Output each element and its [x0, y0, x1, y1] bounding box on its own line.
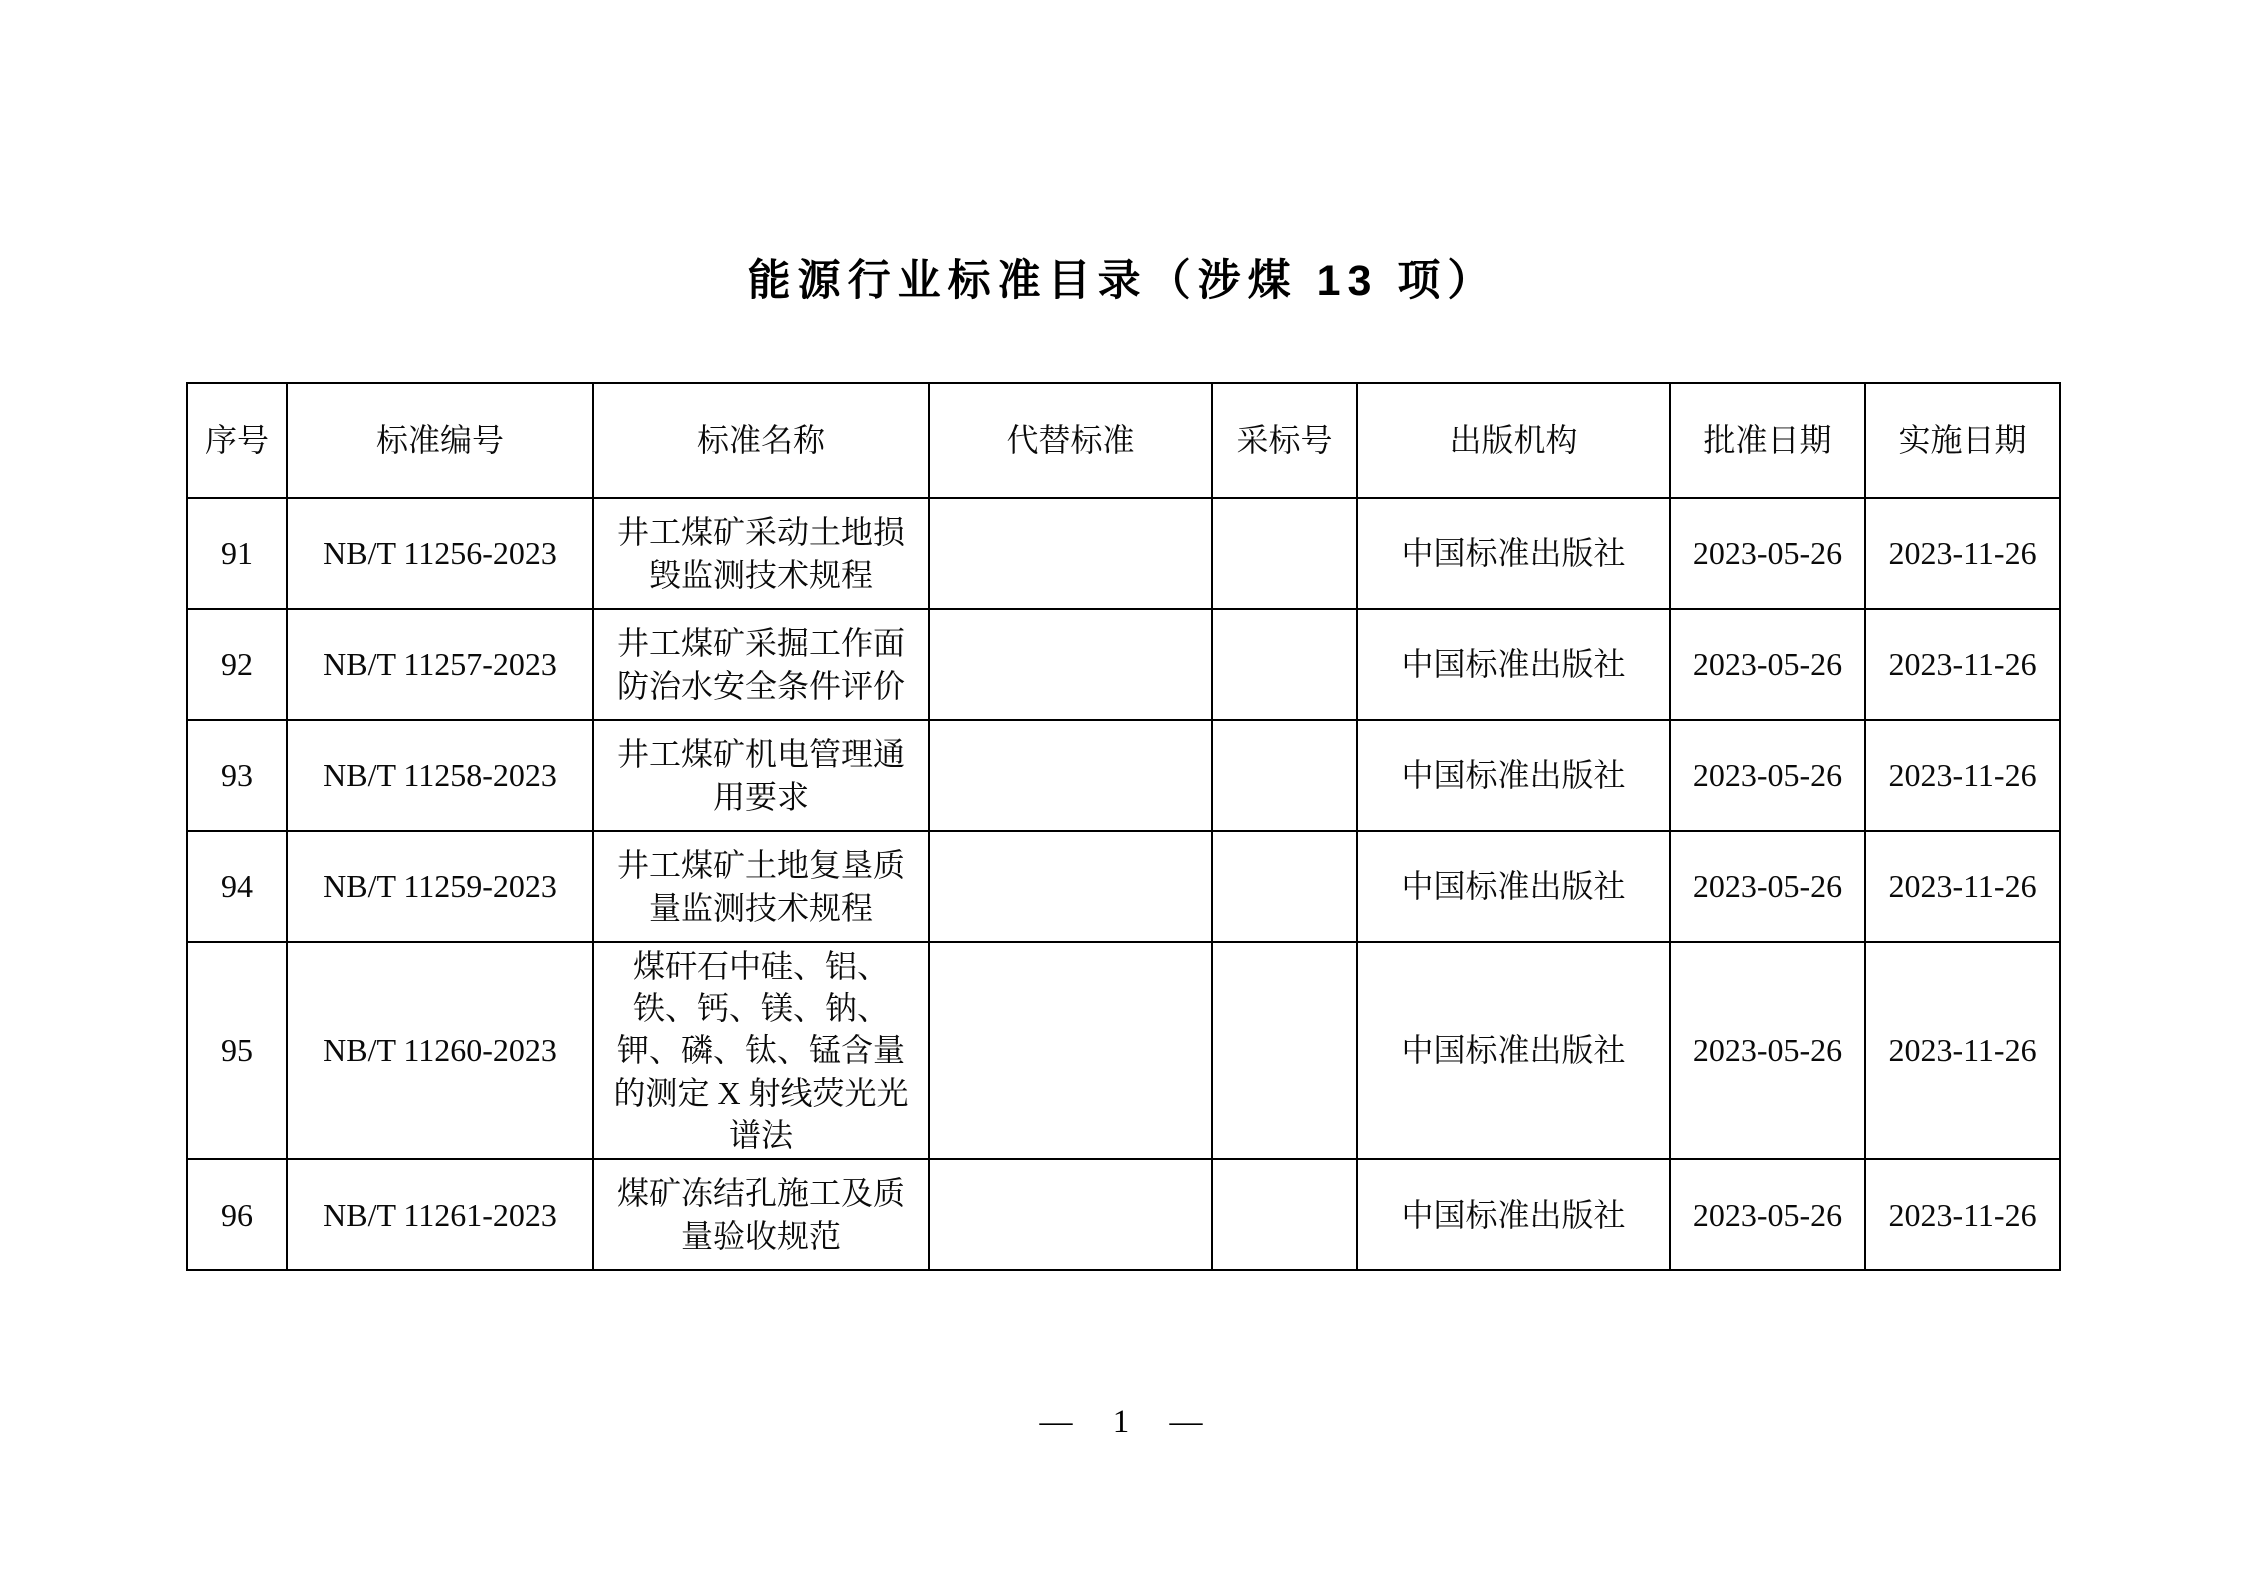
header-seq: 序号: [187, 383, 287, 498]
cell-impl-date: 2023-11-26: [1865, 720, 2060, 831]
cell-standard-name: 井工煤矿土地复垦质量监测技术规程: [593, 831, 929, 942]
table-row: [187, 942, 2060, 1159]
table-header-row: [187, 383, 2060, 498]
cell-approve-date: 2023-05-26: [1670, 498, 1865, 609]
cell-replaced-standard: [929, 1159, 1212, 1270]
cell-seq: 95: [187, 942, 287, 1159]
header-replaced-standard: 代替标准: [929, 383, 1212, 498]
header-publisher: 出版机构: [1357, 383, 1670, 498]
cell-replaced-standard: [929, 720, 1212, 831]
cell-standard-code: NB/T 11258-2023: [287, 720, 593, 831]
cell-standard-code: NB/T 11261-2023: [287, 1159, 593, 1270]
table-row: [187, 720, 2060, 831]
cell-impl-date: 2023-11-26: [1865, 609, 2060, 720]
cell-impl-date: 2023-11-26: [1865, 942, 2060, 1159]
page-title: 能源行业标准目录（涉煤 13 项）: [747, 257, 1498, 305]
cell-replaced-standard: [929, 609, 1212, 720]
header-standard-name: 标准名称: [593, 383, 929, 498]
cell-adopted-code: [1212, 609, 1357, 720]
cell-impl-date: 2023-11-26: [1865, 498, 2060, 609]
cell-publisher: 中国标准出版社: [1357, 942, 1670, 1159]
table-row: [187, 498, 2060, 609]
header-adopted-code: 采标号: [1212, 383, 1357, 498]
cell-seq: 92: [187, 609, 287, 720]
cell-approve-date: 2023-05-26: [1670, 942, 1865, 1159]
cell-adopted-code: [1212, 831, 1357, 942]
cell-seq: 94: [187, 831, 287, 942]
table-row: [187, 609, 2060, 720]
cell-adopted-code: [1212, 1159, 1357, 1270]
table-row: [187, 1159, 2060, 1270]
header-approve-date: 批准日期: [1670, 383, 1865, 498]
page-number: — 1 —: [1039, 1404, 1206, 1440]
cell-publisher: 中国标准出版社: [1357, 720, 1670, 831]
cell-adopted-code: [1212, 498, 1357, 609]
cell-publisher: 中国标准出版社: [1357, 498, 1670, 609]
cell-approve-date: 2023-05-26: [1670, 831, 1865, 942]
standards-table: [186, 382, 2061, 1271]
cell-publisher: 中国标准出版社: [1357, 609, 1670, 720]
cell-impl-date: 2023-11-26: [1865, 1159, 2060, 1270]
header-standard-code: 标准编号: [287, 383, 593, 498]
cell-approve-date: 2023-05-26: [1670, 1159, 1865, 1270]
cell-standard-name: 井工煤矿机电管理通用要求: [593, 720, 929, 831]
table-row: [187, 831, 2060, 942]
cell-standard-name: 煤矿冻结孔施工及质量验收规范: [593, 1159, 929, 1270]
cell-standard-name: 井工煤矿采掘工作面防治水安全条件评价: [593, 609, 929, 720]
cell-replaced-standard: [929, 498, 1212, 609]
cell-publisher: 中国标准出版社: [1357, 1159, 1670, 1270]
cell-standard-code: NB/T 11257-2023: [287, 609, 593, 720]
cell-replaced-standard: [929, 831, 1212, 942]
cell-replaced-standard: [929, 942, 1212, 1159]
cell-adopted-code: [1212, 942, 1357, 1159]
header-impl-date: 实施日期: [1865, 383, 2060, 498]
cell-seq: 96: [187, 1159, 287, 1270]
cell-standard-code: NB/T 11260-2023: [287, 942, 593, 1159]
cell-seq: 93: [187, 720, 287, 831]
cell-standard-code: NB/T 11256-2023: [287, 498, 593, 609]
cell-seq: 91: [187, 498, 287, 609]
cell-approve-date: 2023-05-26: [1670, 609, 1865, 720]
cell-approve-date: 2023-05-26: [1670, 720, 1865, 831]
cell-publisher: 中国标准出版社: [1357, 831, 1670, 942]
cell-standard-code: NB/T 11259-2023: [287, 831, 593, 942]
cell-adopted-code: [1212, 720, 1357, 831]
cell-impl-date: 2023-11-26: [1865, 831, 2060, 942]
cell-standard-name: 井工煤矿采动土地损毁监测技术规程: [593, 498, 929, 609]
cell-standard-name: 煤矸石中硅、铝、铁、钙、镁、钠、钾、磷、钛、锰含量的测定 X 射线荧光光谱法: [593, 942, 929, 1159]
